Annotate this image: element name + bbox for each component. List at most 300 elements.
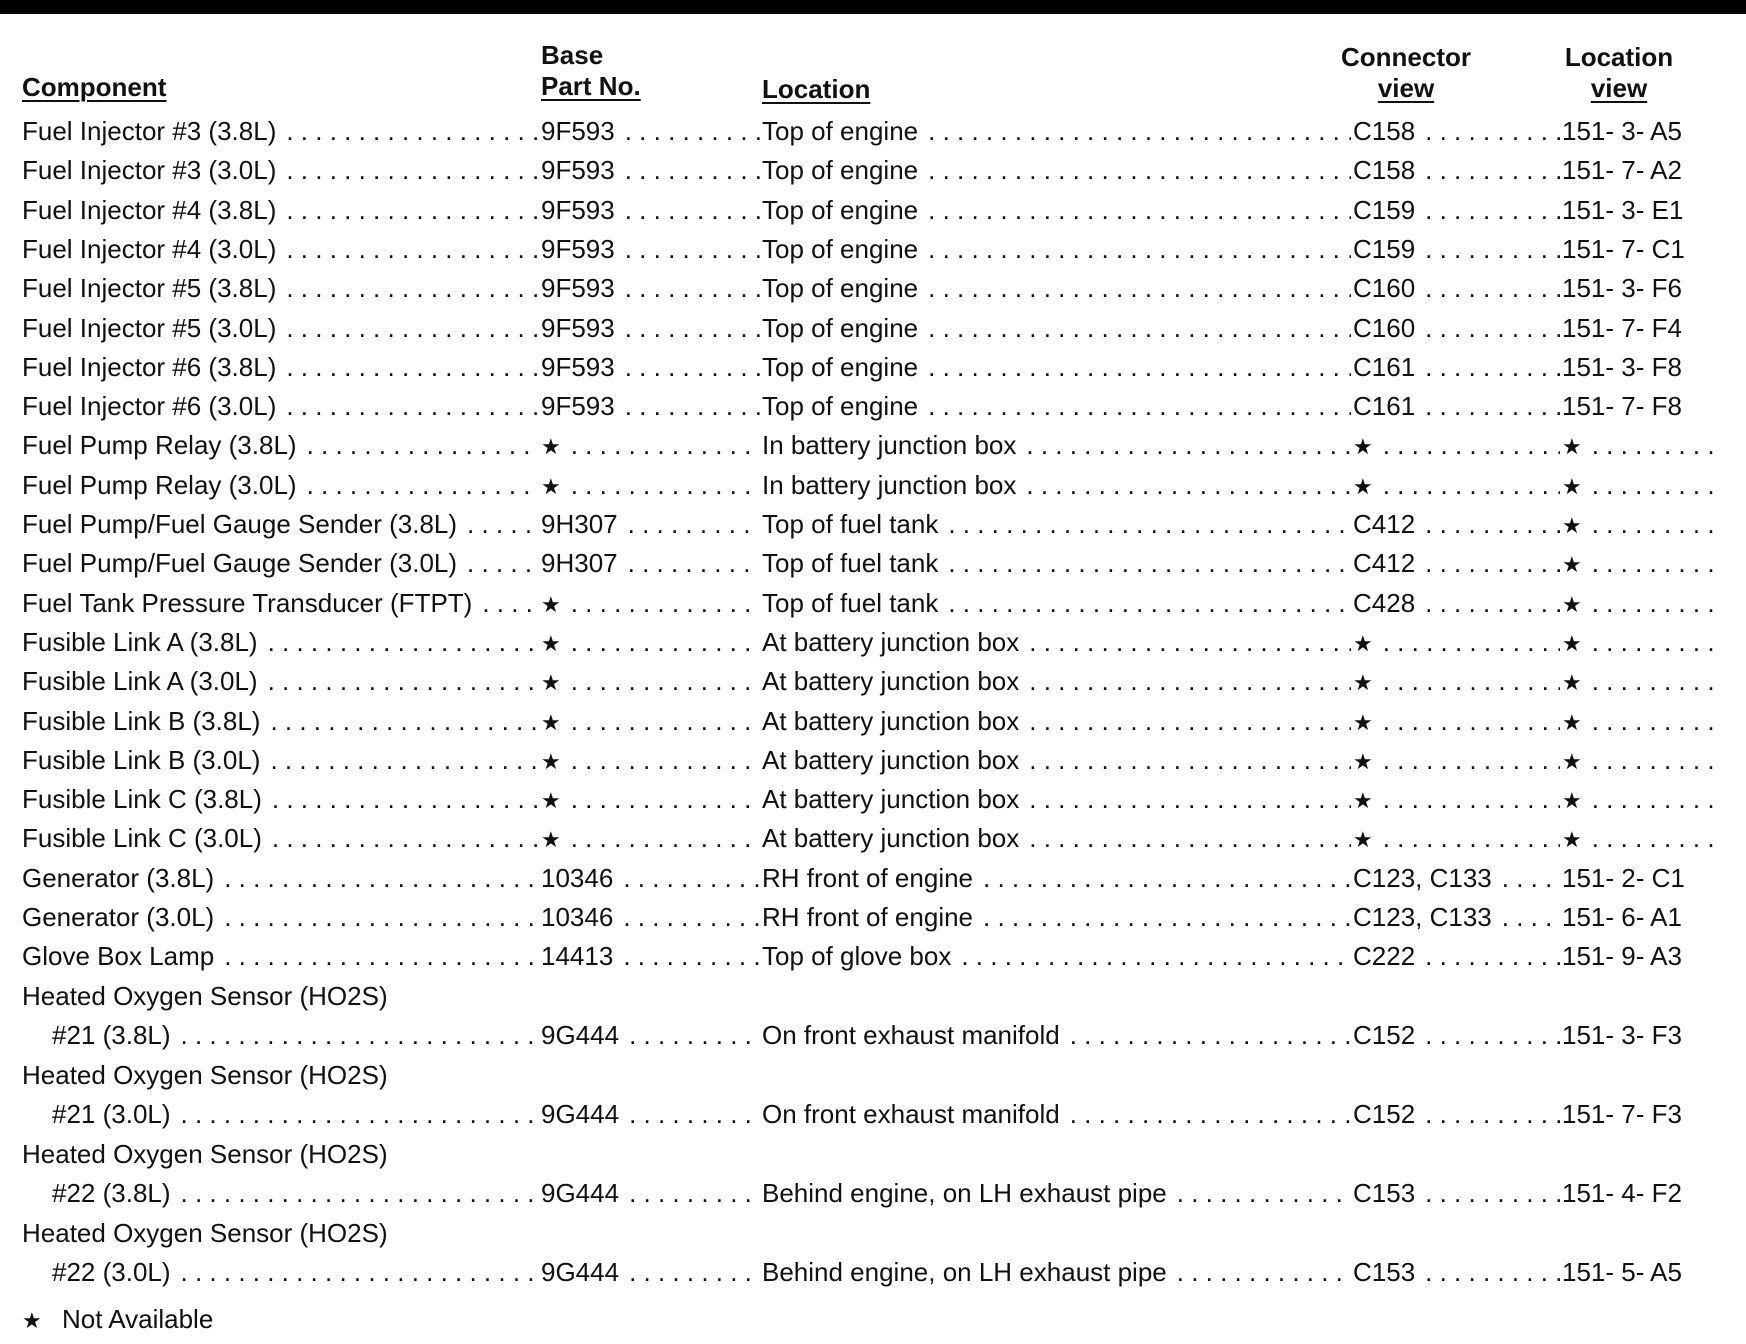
dot-leader bbox=[1425, 1178, 1560, 1208]
location-value: Top of engine bbox=[762, 391, 919, 422]
dot-leader bbox=[629, 1178, 760, 1208]
location-value: On front exhaust manifold bbox=[762, 1098, 1060, 1129]
part-value: 9F593 bbox=[541, 312, 615, 343]
cell-component bbox=[22, 902, 541, 932]
component-value: Fusible Link A (3.0L) bbox=[22, 666, 258, 697]
cell-part bbox=[541, 430, 762, 462]
dot-leader bbox=[1177, 1257, 1351, 1287]
cell-connector bbox=[1353, 823, 1562, 855]
component-line1-value: Heated Oxygen Sensor (HO2S) bbox=[22, 1138, 388, 1169]
cell-component bbox=[22, 195, 541, 225]
dot-leader bbox=[628, 509, 760, 539]
part-value: ★ bbox=[541, 827, 561, 853]
loc-view-value: ★ bbox=[1562, 670, 1582, 696]
cell-connector bbox=[1353, 1020, 1562, 1050]
cell-component bbox=[22, 588, 541, 618]
dot-leader bbox=[1383, 666, 1560, 696]
cell-component bbox=[22, 706, 541, 736]
component-value: Fuel Tank Pressure Transducer (FTPT) bbox=[22, 587, 473, 618]
dot-leader bbox=[1592, 509, 1720, 539]
dot-leader bbox=[928, 391, 1351, 421]
location-value: At battery junction box bbox=[762, 705, 1020, 736]
dot-leader bbox=[1425, 548, 1560, 578]
cell-location bbox=[762, 941, 1353, 971]
dot-leader bbox=[1592, 666, 1720, 696]
cell-part bbox=[541, 588, 762, 620]
dot-leader bbox=[1425, 1099, 1560, 1129]
loc-view-value: 151- 7- F3 bbox=[1562, 1098, 1682, 1129]
header-location-label: Location bbox=[762, 74, 871, 104]
cell-location bbox=[762, 1020, 1353, 1050]
dot-leader bbox=[623, 863, 760, 893]
loc-view-value: 151- 6- A1 bbox=[1562, 902, 1682, 932]
cell-part bbox=[541, 470, 762, 502]
loc-view-value: ★ bbox=[1562, 591, 1582, 617]
cell-connector bbox=[1353, 195, 1562, 225]
connector-value: ★ bbox=[1353, 434, 1373, 460]
connector-value: C161 bbox=[1353, 391, 1416, 422]
dot-leader bbox=[1592, 784, 1720, 814]
cell-loc-view bbox=[1562, 273, 1722, 303]
loc-view-value: 151- 2- C1 bbox=[1562, 862, 1685, 893]
component-value: Fuel Injector #6 (3.0L) bbox=[22, 391, 277, 422]
loc-view-value: 151- 7- C1 bbox=[1562, 233, 1685, 264]
connector-value: C152 bbox=[1353, 1019, 1416, 1050]
connector-value: C160 bbox=[1353, 312, 1416, 343]
dot-leader bbox=[1425, 1257, 1560, 1287]
cell-part bbox=[541, 902, 762, 932]
cell-connector bbox=[1353, 1257, 1562, 1287]
loc-view-value: 151- 9- A3 bbox=[1562, 941, 1682, 972]
connector-value: C428 bbox=[1353, 587, 1416, 618]
component-line1-value: Heated Oxygen Sensor (HO2S) bbox=[22, 1059, 388, 1090]
location-value: RH front of engine bbox=[762, 902, 974, 932]
location-value: In battery junction box bbox=[762, 430, 1017, 461]
part-value: 14413 bbox=[541, 941, 614, 972]
dot-leader bbox=[571, 666, 760, 696]
dot-leader bbox=[1425, 941, 1560, 971]
cell-component bbox=[52, 1020, 541, 1050]
cell-component bbox=[52, 1099, 541, 1129]
component-value: Fuel Pump Relay (3.0L) bbox=[22, 469, 297, 500]
part-value: 9H307 bbox=[541, 548, 618, 579]
dot-leader bbox=[1425, 1020, 1560, 1050]
dot-leader bbox=[1592, 823, 1720, 853]
cell-part bbox=[541, 352, 762, 382]
cell-location bbox=[762, 902, 1353, 932]
cell-connector bbox=[1353, 941, 1562, 971]
header-connector-line1: Connector bbox=[1341, 42, 1471, 72]
cell-connector bbox=[1353, 784, 1562, 816]
part-value: 10346 bbox=[541, 862, 614, 893]
cell-location bbox=[762, 195, 1353, 225]
cell-location bbox=[762, 745, 1353, 775]
component-value: Fuel Pump/Fuel Gauge Sender (3.8L) bbox=[22, 509, 458, 539]
cell-loc-view bbox=[1562, 155, 1722, 185]
dot-leader bbox=[628, 548, 760, 578]
dot-leader bbox=[1383, 784, 1560, 814]
dot-leader bbox=[571, 627, 760, 657]
dot-leader bbox=[629, 1257, 760, 1287]
cell-connector bbox=[1353, 234, 1562, 264]
cell-component bbox=[22, 116, 541, 146]
cell-component-line1 bbox=[22, 1218, 541, 1248]
connector-value: ★ bbox=[1353, 827, 1373, 853]
cell-location bbox=[762, 548, 1353, 578]
cell-part bbox=[541, 548, 762, 578]
header-location-view-line2: view bbox=[1590, 73, 1648, 103]
cell-component bbox=[22, 863, 541, 893]
cell-connector bbox=[1353, 352, 1562, 382]
loc-view-value: ★ bbox=[1562, 552, 1582, 578]
cell-loc-view bbox=[1562, 548, 1722, 580]
dot-leader bbox=[983, 863, 1351, 893]
cell-connector bbox=[1353, 116, 1562, 146]
cell-location bbox=[762, 666, 1353, 696]
part-value: ★ bbox=[541, 434, 561, 460]
connector-value: C160 bbox=[1353, 273, 1416, 304]
loc-view-value: 151- 3- F8 bbox=[1562, 351, 1682, 382]
dot-leader bbox=[268, 627, 539, 657]
part-value: 9F593 bbox=[541, 351, 615, 382]
location-value: In battery junction box bbox=[762, 469, 1017, 500]
loc-view-value: ★ bbox=[1562, 513, 1582, 538]
dot-leader bbox=[286, 313, 539, 343]
component-value: Fusible Link C (3.8L) bbox=[22, 784, 262, 815]
component-value: Fuel Injector #4 (3.0L) bbox=[22, 233, 277, 264]
header-component-label: Component bbox=[22, 72, 167, 102]
part-value: ★ bbox=[541, 670, 561, 696]
component-value: #21 (3.0L) bbox=[52, 1098, 171, 1129]
dot-leader bbox=[625, 352, 760, 382]
cell-part bbox=[541, 1257, 762, 1287]
cell-location bbox=[762, 784, 1353, 814]
part-value: 9F593 bbox=[541, 194, 615, 225]
loc-view-value: 151- 7- F4 bbox=[1562, 312, 1682, 343]
cell-connector bbox=[1353, 863, 1562, 893]
dot-leader bbox=[629, 1020, 760, 1050]
dot-leader bbox=[1425, 588, 1560, 618]
dot-leader bbox=[571, 588, 760, 618]
location-value: Behind engine, on LH exhaust pipe bbox=[762, 1177, 1167, 1208]
cell-component bbox=[52, 1178, 541, 1208]
cell-location bbox=[762, 313, 1353, 343]
cell-loc-view bbox=[1562, 430, 1722, 462]
cell-loc-view bbox=[1562, 1257, 1722, 1287]
dot-leader bbox=[1425, 195, 1560, 225]
dot-leader bbox=[983, 902, 1351, 932]
cell-connector bbox=[1353, 588, 1562, 618]
dot-leader bbox=[623, 941, 760, 971]
dot-leader bbox=[286, 116, 539, 146]
dot-leader bbox=[1026, 470, 1351, 500]
cell-component bbox=[22, 391, 541, 421]
loc-view-value: ★ bbox=[1562, 827, 1582, 853]
cell-component bbox=[22, 823, 541, 853]
cell-location bbox=[762, 706, 1353, 736]
cell-location bbox=[762, 391, 1353, 421]
dot-leader bbox=[1425, 391, 1560, 421]
cell-part bbox=[541, 509, 762, 539]
part-value: 9G444 bbox=[541, 1019, 620, 1050]
top-border-bar bbox=[0, 0, 1746, 14]
component-value: Fuel Injector #5 (3.0L) bbox=[22, 312, 277, 343]
cell-location bbox=[762, 627, 1353, 657]
cell-connector bbox=[1353, 706, 1562, 738]
cell-loc-view bbox=[1562, 784, 1722, 816]
connector-value: ★ bbox=[1353, 630, 1373, 656]
cell-part bbox=[541, 273, 762, 303]
cell-component bbox=[22, 430, 541, 460]
component-value: Fuel Pump/Fuel Gauge Sender (3.0L) bbox=[22, 548, 458, 579]
part-value: 9G444 bbox=[541, 1256, 620, 1287]
connector-value: ★ bbox=[1353, 473, 1373, 499]
header-base-part-line1: Base bbox=[541, 40, 604, 70]
cell-connector bbox=[1353, 902, 1562, 932]
dot-leader bbox=[948, 548, 1351, 578]
cell-part bbox=[541, 313, 762, 343]
cell-loc-view bbox=[1562, 1099, 1722, 1129]
dot-leader bbox=[625, 116, 760, 146]
dot-leader bbox=[961, 941, 1351, 971]
loc-view-value: 151- 3- E1 bbox=[1562, 194, 1684, 225]
dot-leader bbox=[571, 470, 760, 500]
cell-component-line1 bbox=[22, 1060, 541, 1090]
part-value: 9G444 bbox=[541, 1098, 620, 1129]
dot-leader bbox=[928, 195, 1351, 225]
dot-leader bbox=[1502, 863, 1560, 893]
connector-value: ★ bbox=[1353, 670, 1373, 696]
dot-leader bbox=[1592, 470, 1720, 500]
location-value: Behind engine, on LH exhaust pipe bbox=[762, 1256, 1167, 1287]
cell-connector bbox=[1353, 470, 1562, 502]
dot-leader bbox=[1592, 745, 1720, 775]
part-value: 9F593 bbox=[541, 116, 615, 146]
cell-component bbox=[22, 155, 541, 185]
dot-leader bbox=[1383, 823, 1560, 853]
cell-part bbox=[541, 784, 762, 816]
cell-part bbox=[541, 627, 762, 659]
cell-location bbox=[762, 1099, 1353, 1129]
cell-loc-view bbox=[1562, 352, 1722, 382]
cell-loc-view bbox=[1562, 313, 1722, 343]
component-value: Generator (3.0L) bbox=[22, 902, 215, 932]
header-location-view bbox=[1562, 42, 1676, 104]
footnote bbox=[22, 1304, 213, 1336]
component-value: Fuel Injector #4 (3.8L) bbox=[22, 194, 277, 225]
cell-location bbox=[762, 430, 1353, 460]
connector-value: C159 bbox=[1353, 233, 1416, 264]
connector-value: C123, C133 bbox=[1353, 902, 1492, 932]
dot-leader bbox=[1029, 784, 1351, 814]
dot-leader bbox=[224, 941, 539, 971]
header-base-part-line2: Part No. bbox=[541, 71, 641, 101]
dot-leader bbox=[1383, 706, 1560, 736]
dot-leader bbox=[268, 666, 539, 696]
connector-value: C158 bbox=[1353, 155, 1416, 186]
dot-leader bbox=[1592, 706, 1720, 736]
part-value: ★ bbox=[541, 709, 561, 735]
dot-leader bbox=[1177, 1178, 1351, 1208]
cell-connector bbox=[1353, 273, 1562, 303]
dot-leader bbox=[286, 273, 539, 303]
location-value: Top of fuel tank bbox=[762, 548, 939, 579]
dot-leader bbox=[224, 902, 539, 932]
dot-leader bbox=[928, 116, 1351, 146]
dot-leader bbox=[286, 352, 539, 382]
cell-connector bbox=[1353, 627, 1562, 659]
cell-location bbox=[762, 588, 1353, 618]
cell-connector bbox=[1353, 745, 1562, 777]
part-value: ★ bbox=[541, 788, 561, 814]
location-value: Top of glove box bbox=[762, 941, 952, 972]
cell-connector bbox=[1353, 1178, 1562, 1208]
cell-location bbox=[762, 273, 1353, 303]
dot-leader bbox=[928, 155, 1351, 185]
dot-leader bbox=[625, 195, 760, 225]
connector-value: ★ bbox=[1353, 709, 1373, 735]
cell-loc-view bbox=[1562, 509, 1722, 541]
location-value: Top of engine bbox=[762, 233, 919, 264]
connector-value: C159 bbox=[1353, 194, 1416, 225]
dot-leader bbox=[1592, 430, 1720, 460]
dot-leader bbox=[1383, 470, 1560, 500]
location-value: At battery junction box bbox=[762, 626, 1020, 657]
part-value: 9F593 bbox=[541, 391, 615, 422]
cell-loc-view bbox=[1562, 627, 1722, 659]
cell-part bbox=[541, 1099, 762, 1129]
part-value: ★ bbox=[541, 748, 561, 774]
cell-part bbox=[541, 234, 762, 264]
cell-component bbox=[22, 509, 541, 539]
cell-loc-view bbox=[1562, 706, 1722, 738]
component-value: Fuel Injector #6 (3.8L) bbox=[22, 351, 277, 382]
cell-component bbox=[22, 666, 541, 696]
location-value: Top of engine bbox=[762, 155, 919, 186]
cell-part bbox=[541, 1020, 762, 1050]
dot-leader bbox=[270, 745, 539, 775]
dot-leader bbox=[623, 902, 760, 932]
connector-value: C222 bbox=[1353, 941, 1416, 972]
cell-location bbox=[762, 352, 1353, 382]
cell-loc-view bbox=[1562, 588, 1722, 620]
component-value: Fuel Injector #3 (3.0L) bbox=[22, 155, 277, 186]
cell-loc-view bbox=[1562, 745, 1722, 777]
dot-leader bbox=[1026, 430, 1351, 460]
cell-component bbox=[22, 745, 541, 775]
dot-leader bbox=[948, 588, 1351, 618]
component-value: Fusible Link B (3.8L) bbox=[22, 705, 261, 736]
cell-loc-view bbox=[1562, 863, 1722, 893]
cell-part bbox=[541, 1178, 762, 1208]
component-value: Fuel Pump Relay (3.8L) bbox=[22, 430, 297, 461]
cell-loc-view bbox=[1562, 470, 1722, 502]
dot-leader bbox=[181, 1178, 539, 1208]
cell-location bbox=[762, 1257, 1353, 1287]
loc-view-value: 151- 3- F6 bbox=[1562, 273, 1682, 304]
location-value: At battery junction box bbox=[762, 823, 1020, 854]
cell-part bbox=[541, 706, 762, 738]
location-value: Top of engine bbox=[762, 194, 919, 225]
part-value: ★ bbox=[541, 591, 561, 617]
connector-value: C152 bbox=[1353, 1098, 1416, 1129]
cell-part bbox=[541, 823, 762, 855]
cell-location bbox=[762, 116, 1353, 146]
dot-leader bbox=[1502, 902, 1560, 932]
dot-leader bbox=[1425, 313, 1560, 343]
cell-component bbox=[52, 1257, 541, 1287]
cell-loc-view bbox=[1562, 391, 1722, 421]
dot-leader bbox=[467, 548, 539, 578]
cell-location bbox=[762, 823, 1353, 853]
dot-leader bbox=[571, 745, 760, 775]
cell-component bbox=[22, 548, 541, 578]
cell-loc-view bbox=[1562, 902, 1722, 932]
footnote-text: Not Available bbox=[62, 1304, 214, 1334]
dot-leader bbox=[467, 509, 539, 539]
cell-loc-view bbox=[1562, 234, 1722, 264]
loc-view-value: ★ bbox=[1562, 748, 1582, 774]
part-value: ★ bbox=[541, 630, 561, 656]
component-value: #21 (3.8L) bbox=[52, 1019, 171, 1050]
cell-part bbox=[541, 195, 762, 225]
cell-loc-view bbox=[1562, 116, 1722, 146]
dot-leader bbox=[307, 430, 539, 460]
dot-leader bbox=[482, 588, 539, 618]
dot-leader bbox=[1383, 627, 1560, 657]
header-base-part bbox=[541, 40, 641, 102]
cell-location bbox=[762, 470, 1353, 500]
loc-view-value: ★ bbox=[1562, 473, 1582, 499]
header-location bbox=[762, 74, 870, 105]
dot-leader bbox=[1029, 627, 1351, 657]
cell-component bbox=[22, 313, 541, 343]
cell-component bbox=[22, 784, 541, 814]
dot-leader bbox=[224, 863, 539, 893]
dot-leader bbox=[571, 430, 760, 460]
dot-leader bbox=[625, 273, 760, 303]
cell-component-line1 bbox=[22, 981, 541, 1011]
cell-loc-view bbox=[1562, 1020, 1722, 1050]
cell-connector bbox=[1353, 155, 1562, 185]
component-line1-value: Heated Oxygen Sensor (HO2S) bbox=[22, 980, 388, 1011]
part-value: 9F593 bbox=[541, 233, 615, 264]
cell-component bbox=[22, 627, 541, 657]
dot-leader bbox=[928, 313, 1351, 343]
location-value: Top of fuel tank bbox=[762, 509, 939, 539]
cell-location bbox=[762, 155, 1353, 185]
dot-leader bbox=[625, 234, 760, 264]
location-value: Top of engine bbox=[762, 312, 919, 343]
dot-leader bbox=[571, 823, 760, 853]
connector-value: C158 bbox=[1353, 116, 1416, 146]
part-value: ★ bbox=[541, 473, 561, 499]
connector-value: C161 bbox=[1353, 351, 1416, 382]
connector-value: C153 bbox=[1353, 1256, 1416, 1287]
component-value: Generator (3.8L) bbox=[22, 862, 215, 893]
component-line1-value: Heated Oxygen Sensor (HO2S) bbox=[22, 1217, 388, 1248]
cell-component bbox=[22, 352, 541, 382]
dot-leader bbox=[270, 706, 539, 736]
cell-connector bbox=[1353, 430, 1562, 462]
dot-leader bbox=[272, 823, 539, 853]
dot-leader bbox=[629, 1099, 760, 1129]
dot-leader bbox=[928, 273, 1351, 303]
cell-component bbox=[22, 470, 541, 500]
connector-value: C153 bbox=[1353, 1177, 1416, 1208]
dot-leader bbox=[1425, 155, 1560, 185]
cell-connector bbox=[1353, 391, 1562, 421]
